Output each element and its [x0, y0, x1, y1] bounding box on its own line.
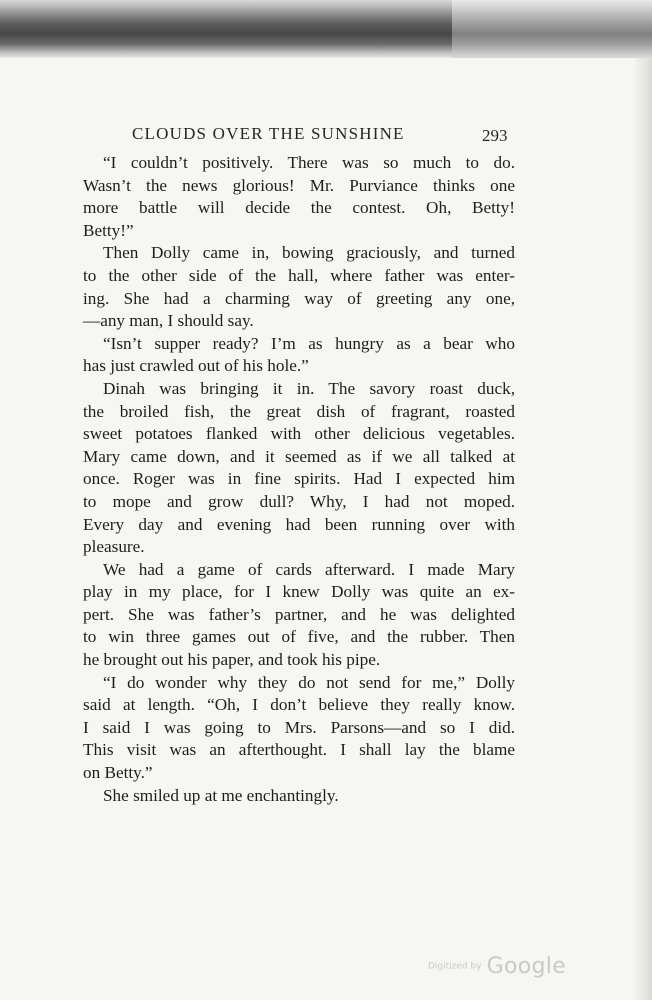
text-line: has just crawled out of his hole.” [83, 356, 309, 376]
text-line: the broiled fish, the great dish of fragrant, roasted [83, 401, 515, 421]
text-line: “I do wonder why they do not send for me,” Dolly [103, 672, 515, 692]
text-line: Dinah was bringing it in. The savory roast duck, [103, 378, 515, 398]
text-line: “Isn’t supper ready? I’m as hungry as a bear who [103, 333, 515, 353]
text-line: Wasn’t the news glorious! Mr. Purviance thinks one [83, 175, 515, 195]
page-edge-shadow [634, 58, 652, 1000]
text-line: This visit was an afterthought. I shall lay the blame [83, 740, 515, 760]
text-line: to mope and grow dull? Why, I had not moped. [83, 491, 515, 511]
text-line: once. Roger was in fine spirits. Had I expected him [83, 469, 515, 489]
text-line: Betty!” [83, 220, 134, 240]
page-number: 293 [482, 126, 508, 145]
text-line: Every day and evening had been running over with [83, 514, 515, 534]
text-line: more battle will decide the contest. Oh, Betty! [83, 198, 515, 218]
text-line: pert. She was father’s partner, and he was delighted [83, 604, 515, 624]
text-line: play in my place, for I knew Dolly was quite an ex- [83, 582, 515, 602]
text-line: he brought out his paper, and took his pipe. [83, 650, 381, 670]
scan-edge-shadow [0, 0, 652, 58]
watermark-prefix: Digitized by [428, 961, 482, 972]
text-line: sweet potatoes flanked with other delicious vegetables. [83, 424, 515, 444]
text-line: to win three games out of five, and the rubber. Then [83, 627, 515, 647]
text-line: ing. She had a charming way of greeting any one, [83, 288, 515, 308]
text-line: on Betty.” [83, 763, 153, 783]
body-text [83, 152, 515, 807]
text-line: Then Dolly came in, bowing graciously, and turned [103, 243, 515, 263]
text-line: Mary came down, and it seemed as if we all talked at [83, 446, 515, 466]
digitized-watermark [428, 954, 566, 979]
text-line: —any man, I should say. [83, 311, 254, 331]
watermark-brand: Google [486, 954, 567, 979]
text-line: I said I was going to Mrs. Parsons—and so I did. [83, 717, 515, 737]
text-line: We had a game of cards afterward. I made Mary [103, 559, 515, 579]
text-line: pleasure. [83, 537, 145, 557]
text-line: to the other side of the hall, where father was enter- [83, 265, 515, 285]
text-line: said at length. “Oh, I don’t believe they really know. [83, 695, 515, 715]
text-line: “I couldn’t positively. There was so much to do. [103, 153, 515, 172]
text-line: She smiled up at me enchantingly. [103, 785, 339, 805]
running-head: CLOUDS OVER THE SUNSHINE [132, 124, 405, 143]
